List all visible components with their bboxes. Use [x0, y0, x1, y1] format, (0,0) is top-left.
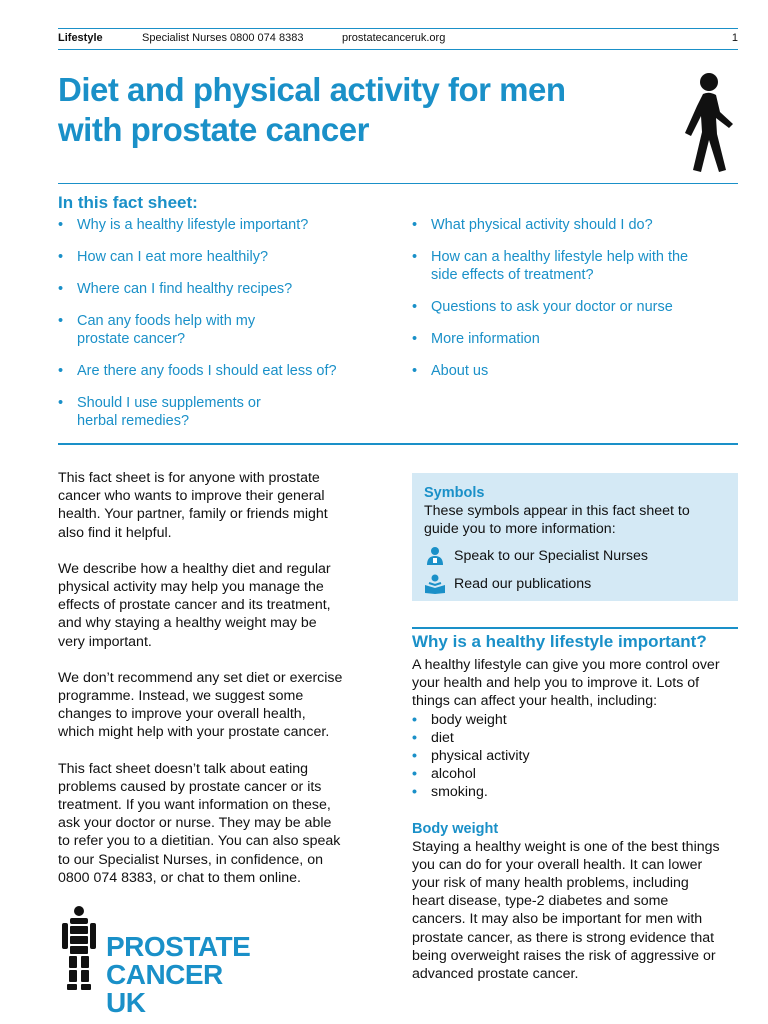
text-line: This fact sheet is for anyone with prostate: [58, 470, 320, 486]
toc-link[interactable]: [58, 362, 388, 380]
text-line: What physical activity should I do?: [431, 217, 653, 233]
health-factor-item: • diet: [412, 729, 742, 747]
toc-link[interactable]: [412, 362, 742, 380]
section-divider: [58, 443, 738, 445]
text-line: physical activity may help you manage the: [58, 579, 324, 596]
text-line: to refer you to a dietitian. You can also speak: [58, 833, 341, 850]
why-heading: Why is a healthy lifestyle important?: [412, 632, 707, 651]
toc-link[interactable]: [58, 394, 388, 430]
toc-right-column: [412, 216, 742, 394]
text-line: side effects of treatment?: [431, 267, 594, 283]
body-weight-text: [412, 838, 742, 984]
text-line: Staying a healthy weight is one of the best things: [412, 838, 720, 855]
text-line: prostate cancer?: [77, 331, 186, 347]
header-top-rule: [58, 28, 738, 29]
text-line: health. Your partner, family or friends might: [58, 506, 328, 523]
symbol-row-publications: [424, 574, 726, 594]
section-label: Lifestyle: [58, 32, 103, 44]
text-line: being overweight raises the risk of aggressive or: [412, 947, 716, 964]
text-line: A healthy lifestyle can give you more control over: [412, 657, 720, 673]
health-factor-item: • alcohol: [412, 765, 742, 783]
toc-link[interactable]: [412, 248, 742, 284]
toc-link[interactable]: [412, 330, 742, 348]
text-line: Why is a healthy lifestyle important?: [77, 217, 309, 233]
text-line: This fact sheet doesn’t talk about eating: [58, 760, 309, 777]
text-line: your health and help you to improve it. Lots of: [412, 675, 700, 692]
text-line: also find it helpful.: [58, 524, 172, 541]
toc-link[interactable]: [412, 216, 742, 234]
text-line: Are there any foods I should eat less of?: [77, 363, 337, 379]
symbol-row-nurses: [424, 546, 726, 566]
toc-link[interactable]: [58, 280, 388, 298]
health-factor-item: • smoking.: [412, 783, 742, 801]
toc-heading: In this fact sheet:: [58, 193, 198, 212]
text-line: which might help with your prostate cancer.: [58, 724, 330, 741]
symbol-label-publications: Read our publications: [454, 576, 592, 593]
symbols-box: [412, 473, 738, 601]
text-line: Should I use supplements or: [77, 395, 261, 411]
text-line: things can affect your health, including:: [412, 693, 658, 710]
health-factor-item: • body weight: [412, 711, 742, 729]
text-line: your risk of many health problems, including: [412, 875, 689, 892]
running-header: [58, 32, 738, 48]
logo-line: PROSTATE: [106, 931, 251, 962]
page-title-line: Diet and physical activity for men: [58, 71, 566, 108]
page-title-line: with prostate cancer: [58, 111, 369, 148]
text-line: very important.: [58, 633, 152, 650]
text-line: Questions to ask your doctor or nurse: [431, 299, 673, 315]
toc-link[interactable]: [58, 312, 388, 348]
text-line: ask your doctor or nurse. They may be able: [58, 815, 332, 832]
text-line: How can I eat more healthily?: [77, 249, 269, 265]
walking-man-icon: [676, 72, 740, 176]
text-line: heart disease, type-2 diabetes and some: [412, 893, 669, 910]
symbol-label-nurses: Speak to our Specialist Nurses: [454, 548, 648, 565]
text-line: Can any foods help with my: [77, 313, 256, 329]
text-line: you can do for your overall health. It can lower: [412, 856, 703, 873]
text-line: About us: [431, 363, 489, 379]
text-line: programme. Instead, we suggest some: [58, 688, 304, 705]
text-line: We describe how a healthy diet and regular: [58, 560, 331, 577]
text-line: prostate cancer, as there is strong evidence that: [412, 929, 715, 946]
toc-link[interactable]: [412, 298, 742, 316]
intro-paragraph: [58, 760, 388, 887]
why-intro: [412, 656, 742, 711]
toc-rule: [58, 183, 738, 184]
intro-paragraph: [58, 560, 388, 651]
text-line: herbal remedies?: [77, 413, 190, 429]
logo-wordmark: [106, 933, 258, 1017]
why-body: [412, 656, 742, 983]
intro-paragraph: [58, 669, 388, 742]
symbols-description: [424, 502, 726, 538]
text-line: advanced prostate cancer.: [412, 966, 579, 983]
toc-left-column: [58, 216, 388, 444]
health-factors-list: [412, 711, 742, 802]
intro-paragraph: [58, 469, 388, 542]
logo-figure-icon: [58, 905, 100, 991]
text-line: How can a healthy lifestyle help with the: [431, 249, 689, 265]
nurse-phone: Specialist Nurses 0800 074 8383: [142, 32, 304, 44]
text-line: Where can I find healthy recipes?: [77, 281, 293, 297]
page-number: 1: [731, 32, 738, 44]
text-line: 0800 074 8383, or chat to them online.: [58, 869, 301, 886]
logo-line: CANCER UK: [106, 959, 223, 1018]
toc-link[interactable]: [58, 216, 388, 234]
body-weight-heading: Body weight: [412, 820, 499, 837]
header-bottom-rule: [58, 49, 738, 50]
text-line: We don’t recommend any set diet or exercise: [58, 669, 343, 686]
health-factor-item: • physical activity: [412, 747, 742, 765]
text-line: cancer who wants to improve their general: [58, 488, 325, 505]
page-title: [58, 70, 658, 150]
intro-text: [58, 469, 388, 905]
text-line: to our Specialist Nurses, in confidence, on: [58, 851, 323, 868]
why-rule: [412, 627, 738, 629]
text-line: effects of prostate cancer and its treatment,: [58, 597, 331, 614]
symbols-description-line: These symbols appear in this fact sheet to: [424, 503, 690, 519]
text-line: treatment. If you want information on these,: [58, 797, 331, 814]
text-line: problems caused by prostate cancer or its: [58, 778, 322, 795]
symbols-title: Symbols: [424, 485, 485, 501]
text-line: changes to improve your overall health,: [58, 706, 306, 723]
toc-link[interactable]: [58, 248, 388, 266]
text-line: and why staying a healthy weight may be: [58, 615, 317, 632]
nurse-icon: [424, 546, 446, 566]
text-line: More information: [431, 331, 540, 347]
text-line: cancers. It may also be important for men with: [412, 911, 703, 928]
symbols-description-line: guide you to more information:: [424, 521, 616, 538]
website-link[interactable]: prostatecanceruk.org: [342, 32, 446, 44]
prostate-cancer-uk-logo: [58, 905, 258, 1018]
publications-icon: [424, 574, 446, 594]
